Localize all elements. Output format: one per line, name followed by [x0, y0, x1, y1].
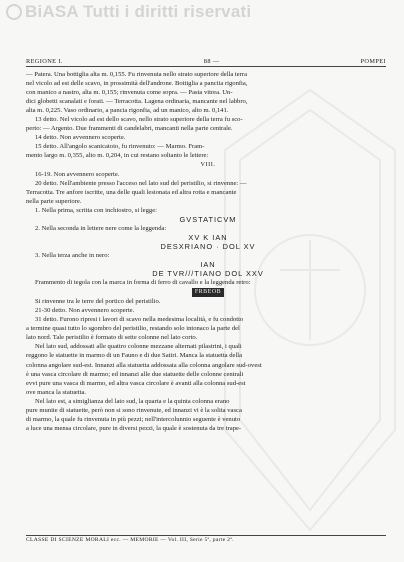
text-line: Frammento di tegola con la marca in forma di ferro di cavallo e la leggenda retro: — [35, 279, 251, 287]
biasa-logo-icon — [6, 4, 22, 20]
text-line: 31 detto. Furono ripresi i lavori di scavo nella medesima località, e fu condotto — [35, 316, 244, 324]
text-line: pure munite di statuette, però non si sono rinvenute, ed innanzi vi è la solita vasca — [26, 406, 242, 414]
inscription-line: DE TVR///TIANO DOL XXV — [152, 269, 264, 279]
text-line: è una vasca circolare di marmo; ed innanzi alle due statuette delle colonne centrali — [26, 370, 244, 378]
text-line: 15 detto. All'angolo scanicatoio, fu rinvenuto: — Marmo. Fram- — [35, 143, 205, 151]
text-line: colonna angolare sud-est. Innanzi alla statuetta addossata alla colonna angolare sud-ovest — [26, 361, 262, 369]
inscription-line: DESXRIANO · DOL XV — [160, 241, 256, 251]
text-line: con manico a nastro, alta m. 0,155; rinvenuta come sopra. — Pasta vitrea. Un- — [26, 89, 233, 97]
text-line: 13 detto. Nel vicolo ad est dello scavo, nello strato superiore della terra fu sco- — [35, 116, 243, 124]
text-line: VIII. — [200, 161, 216, 169]
page-footer: CLASSE DI SCIENZE MORALI ecc. — MEMORIE — Vol. III, Serie 5ª, parte 2ª. — [26, 535, 386, 543]
text-line: evvi pure una vasca di marmo, ed altra vasca circolare è avanti alla colonna sud-est — [26, 379, 246, 387]
inscription-line: XV K IAN — [188, 232, 228, 242]
text-line: perto: — Argento. Due frammenti di candelabri, mancanti nella parte centrale. — [26, 125, 233, 133]
text-line: Si rinvenne tra le terre del portico del peristilio. — [35, 298, 161, 306]
inscription-line: IAN — [200, 259, 216, 269]
text-line: — Patera. Una bottiglia alta m. 0,155. Fu rinvenuta nello strato superiore della terra — [26, 71, 248, 78]
text-line: a luce una mensa circolare, pure in diversi pezzi, la quale è sostenuta da tre trape- — [26, 424, 242, 432]
header-left: REGIONE I. — [26, 58, 63, 65]
text-line: lato nord. Tale peristilio è formato di sette colonne nel lato corto. — [26, 334, 198, 342]
stamp-line — [26, 287, 390, 297]
text-line: 14 detto. Non avvennero scoperte. — [35, 134, 126, 142]
text-line: Nel lato est, a simiglianza del lato sud, la quarta e la quinta colonna erano — [35, 397, 230, 405]
text-line: dici globetti scanalati e forati. — Terracotta. Lagena ordinaria, mancante nel labbro, — [26, 98, 248, 106]
stamp-label: FRBEOB — [192, 288, 224, 297]
page-header — [26, 58, 386, 67]
text-line: 16-19. Non avvennero scoperte. — [35, 170, 120, 178]
text-line: di marmo, la quale fu rinvenuta in più pezzi; nell'intercolunnio seguente è venuto — [26, 415, 241, 423]
text-line: nel vicolo ad est delle scavo, in prossimità dell'androne. Bottiglia a panciia rigonfia, — [26, 80, 248, 88]
text-line: 21-30 detto. Non avvennero scoperte. — [35, 307, 135, 315]
text-line: mento largo m. 0,355, alto m. 0,204, in cui restano soltanto le lettere: — [26, 152, 209, 160]
page-number: 88 — — [203, 58, 220, 65]
header-right: POMPEI — [360, 58, 386, 65]
watermark — [6, 2, 251, 22]
text-line: a termine quasi tutto lo sgombro del peristilio, restando solo intonaco la parte del — [26, 325, 240, 333]
text-line: 2. Nella seconda in lettere nere come la leggenda: — [35, 224, 167, 232]
text-line: 20 detto. Nell'ambiente presso l'acceso nel lato sud del peristilio, si rinvenne: — — [35, 179, 247, 187]
text-line: nella parte superiore. — [26, 197, 82, 205]
body-text — [26, 70, 390, 433]
watermark-text: BiASA Tutti i diritti riservati — [25, 2, 252, 21]
text-line: 3. Nella terza anche in nero: — [35, 251, 110, 259]
inscription-line: GVSTATICVM — [179, 214, 237, 224]
text-line: 1. Nella prima, scritta con inchiostro, si legge: — [35, 206, 157, 214]
text-line: ove manca la statuetta. — [26, 388, 87, 396]
text-line: Nel lato sud, addossati alle quattro colonne mezzane alternati pilastrini, i quali — [35, 343, 242, 351]
text-line: Terracotta. Tre anfore iscritte, una delle quali lesionata ed altra rotta e mancante — [26, 188, 237, 196]
text-line: alta m. 0,225. Vaso ordinario, a pancia rigonfia, ad un manico, alto m. 0,141. — [26, 107, 229, 115]
text-line: reggono le statuette in marmo di un Fauno e di due Satiri. Manca la statuetta della — [26, 352, 243, 360]
